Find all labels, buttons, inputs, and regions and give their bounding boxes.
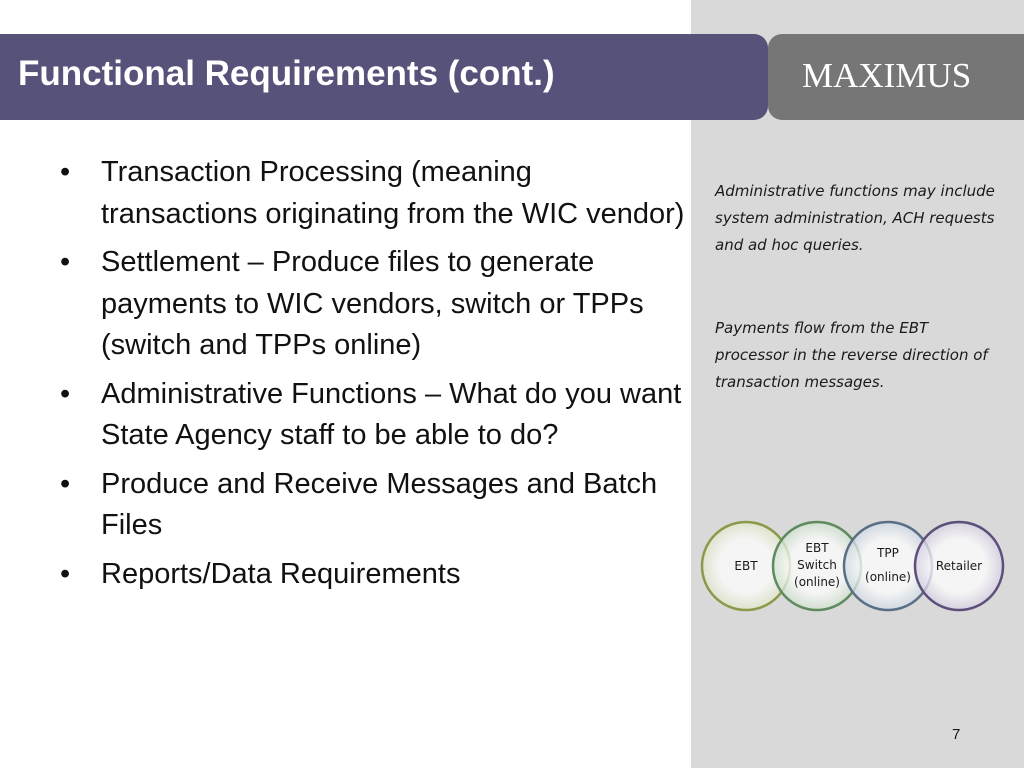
maximus-logo: MAXIMUS <box>802 56 972 95</box>
tpp-label-line2: (online) <box>865 570 911 584</box>
slide-title: Functional Requirements (cont.) <box>18 54 555 93</box>
bullet-dot-icon: • <box>60 156 71 188</box>
bullet-dot-icon: • <box>60 246 71 278</box>
bullet-list <box>60 152 690 602</box>
admin-functions-note: Administrative functions may include system administration, ACH requests and ad hoc queries. <box>715 182 995 254</box>
retailer-label: Retailer <box>935 559 983 573</box>
bullet-dot-icon: • <box>60 467 71 500</box>
bullet-item <box>60 374 690 457</box>
bullet-text: Transaction Processing (meaning transactions originating from the WIC vendor) <box>101 156 685 230</box>
ebt-switch-label-line3: (online) <box>794 575 840 589</box>
tpp-label-line1: TPP <box>877 546 899 560</box>
bullet-item <box>60 464 690 547</box>
bullet-text: Administrative Functions – What do you want State Agency staff to be able to do? <box>101 377 682 451</box>
bullet-text: Settlement – Produce files to generate payments to WIC vendors, switch or TPPs (switch and TPPs online) <box>101 246 644 361</box>
bullet-item <box>60 152 690 235</box>
bullet-text: Produce and Receive Messages and Batch Files <box>101 467 658 541</box>
transaction-flow-diagram <box>696 516 1008 616</box>
bullet-item <box>60 242 690 367</box>
ebt-switch-label-line1: EBT <box>805 541 829 555</box>
bullet-dot-icon: • <box>60 377 71 410</box>
bullet-item <box>60 554 690 596</box>
ebt-switch-label-line2: Switch <box>797 558 837 572</box>
bullet-dot-icon: • <box>60 557 71 590</box>
payments-flow-note: Payments flow from the EBT processor in the reverse direction of transaction messages. <box>715 319 988 391</box>
ebt-label: EBT <box>734 559 758 573</box>
page-number: 7 <box>952 726 961 743</box>
bullet-text: Reports/Data Requirements <box>101 557 461 590</box>
